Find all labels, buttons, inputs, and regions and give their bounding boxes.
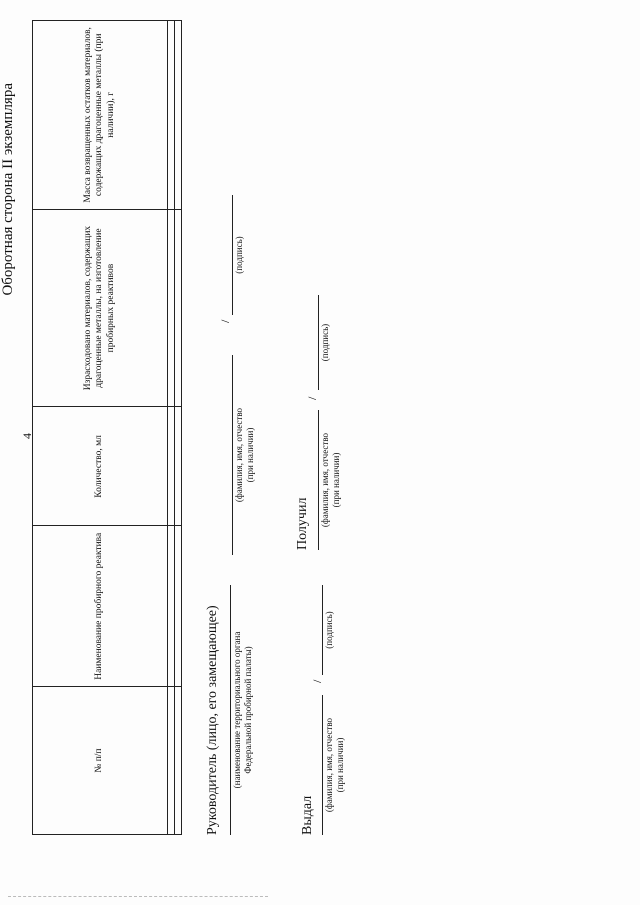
received-name-line bbox=[318, 410, 319, 550]
issued-separator: / bbox=[310, 679, 324, 683]
issued-signature-caption: (подпись) bbox=[324, 611, 334, 649]
column-header: Израсходовано материалов, содержащих драгоценные металлы, на изготовление пробирных реактивов bbox=[33, 209, 168, 407]
received-title: Получил bbox=[295, 497, 310, 550]
column-header: Количество, мл bbox=[33, 407, 168, 526]
head-name-line bbox=[232, 355, 233, 555]
footer-divider bbox=[8, 896, 268, 897]
org-caption: (наименование территориального органа Федеральной пробирной палаты) bbox=[232, 631, 254, 789]
head-separator: / bbox=[218, 319, 232, 323]
rotated-landscape-content bbox=[0, 25, 540, 905]
column-header: Масса возвращенных остатков материалов, содержащих драгоценные металлы (при наличии), г bbox=[33, 21, 168, 210]
received-separator: / bbox=[305, 396, 319, 400]
issued-title: Выдал bbox=[300, 795, 315, 835]
section-title: Оборотная сторона II экземпляра bbox=[0, 83, 16, 296]
head-signature-caption: (подпись) bbox=[234, 236, 244, 274]
issued-signature-line bbox=[322, 585, 323, 675]
org-line bbox=[230, 585, 231, 835]
table-header-row bbox=[33, 21, 168, 835]
issued-name-line bbox=[322, 695, 323, 835]
received-signature-caption: (подпись) bbox=[320, 323, 330, 362]
table-row bbox=[168, 21, 175, 835]
head-signature-line bbox=[232, 195, 233, 315]
column-header: Наименование пробирного реактива bbox=[33, 526, 168, 687]
head-name-caption: (фамилия, имя, отчество (при наличии) bbox=[234, 407, 256, 503]
issued-name-caption: (фамилия, имя, отчество (при наличии) bbox=[324, 717, 346, 813]
received-signature-line bbox=[318, 295, 319, 390]
head-title: Руководитель (лицо, его замещающее) bbox=[205, 605, 220, 835]
reagents-table bbox=[32, 20, 182, 835]
page-number: 4 bbox=[20, 433, 34, 439]
table-row bbox=[175, 21, 182, 835]
received-name-caption: (фамилия, имя, отчество (при наличии) bbox=[320, 432, 342, 528]
column-header: № п/п bbox=[33, 687, 168, 835]
